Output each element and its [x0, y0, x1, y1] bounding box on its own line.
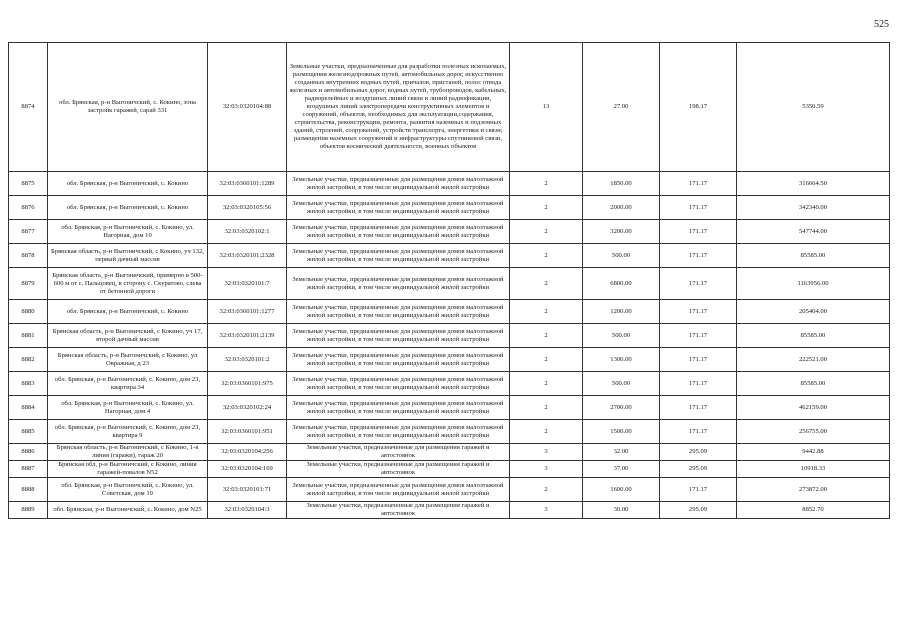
area-cell: 1300.00 [583, 348, 660, 372]
use-group-code-cell: 2 [510, 244, 583, 268]
page-number: 525 [874, 19, 889, 30]
address-cell: Брянская область, р-н Выгоничский, с Кокино, уч 17, второй дачный массив [48, 324, 208, 348]
cadastral-value-cell: 8852.70 [737, 502, 890, 519]
specific-value-cell: 171.17 [660, 172, 737, 196]
permitted-use-cell: Земельные участки, предназначенные для размещения домов малоэтажной жилой застройки, в том числе индивидуальной жилой застройки [287, 372, 510, 396]
cadastral-number-cell: 32:03:0320101:2139 [208, 324, 287, 348]
specific-value-cell: 171.17 [660, 196, 737, 220]
cadastral-value-cell: 85585.00 [737, 244, 890, 268]
table-row [9, 461, 890, 478]
table-row [9, 502, 890, 519]
row-number-cell: 8874 [9, 43, 48, 172]
row-number-cell: 8879 [9, 268, 48, 300]
use-group-code-cell: 2 [510, 172, 583, 196]
permitted-use-cell: Земельные участки, предназначенные для размещения домов малоэтажной жилой застройки, в том числе индивидуальной жилой застройки [287, 220, 510, 244]
specific-value-cell: 171.17 [660, 324, 737, 348]
row-number-cell: 8881 [9, 324, 48, 348]
cadastral-number-cell: 32:03:0360101:975 [208, 372, 287, 396]
cadastral-number-cell: 32:03:0320101:2 [208, 348, 287, 372]
address-cell: Брянская область, р-н Выгоничский, с Кокино, 1-я линия (гаражи), гараж 20 [48, 444, 208, 461]
permitted-use-cell: Земельные участки, предназначенные для размещения домов малоэтажной жилой застройки, в том числе индивидуальной жилой застройки [287, 396, 510, 420]
permitted-use-cell: Земельные участки, предназначенные для размещения домов малоэтажной жилой застройки, в том числе индивидуальной жилой застройки [287, 300, 510, 324]
use-group-code-cell: 2 [510, 420, 583, 444]
address-cell: Брянская область, р-н Выгоничский, с Кокино, ул Овражная, д 23 [48, 348, 208, 372]
area-cell: 32.00 [583, 444, 660, 461]
row-number-cell: 8883 [9, 372, 48, 396]
cadastral-value-cell: 85585.00 [737, 324, 890, 348]
use-group-code-cell: 2 [510, 372, 583, 396]
permitted-use-cell: Земельные участки, предназначенные для размещения гаражей и автостоянок [287, 461, 510, 478]
cadastral-value-cell: 222521.00 [737, 348, 890, 372]
specific-value-cell: 295.09 [660, 502, 737, 519]
address-cell: обл. Брянская, р-н Выгоничский, с. Кокино, ул. Нагорная, дом 4 [48, 396, 208, 420]
cadastral-number-cell: 32:03:0360101:1289 [208, 172, 287, 196]
row-number-cell: 8884 [9, 396, 48, 420]
cadastral-value-cell: 547744.00 [737, 220, 890, 244]
specific-value-cell: 171.17 [660, 396, 737, 420]
address-cell: обл. Брянская, р-н Выгоничский, с. Кокино, ул. Советская, дом 19 [48, 478, 208, 502]
specific-value-cell: 171.17 [660, 244, 737, 268]
row-number-cell: 8882 [9, 348, 48, 372]
area-cell: 1500.00 [583, 420, 660, 444]
cadastral-number-cell: 32:03:0320104:169 [208, 461, 287, 478]
area-cell: 500.00 [583, 372, 660, 396]
permitted-use-cell: Земельные участки, предназначенные для размещения домов малоэтажной жилой застройки, в том числе индивидуальной жилой застройки [287, 348, 510, 372]
use-group-code-cell: 2 [510, 196, 583, 220]
row-number-cell: 8878 [9, 244, 48, 268]
use-group-code-cell: 2 [510, 268, 583, 300]
use-group-code-cell: 2 [510, 396, 583, 420]
specific-value-cell: 295.09 [660, 444, 737, 461]
address-cell: обл. Брянская, р-н Выгоничский, с. Кокино, зона застройк гаражей, сарай 331 [48, 43, 208, 172]
cadastral-value-cell: 342340.00 [737, 196, 890, 220]
area-cell: 1600.00 [583, 478, 660, 502]
table-row [9, 348, 890, 372]
table-row [9, 268, 890, 300]
cadastral-number-cell: 32:03:0320101:7 [208, 268, 287, 300]
permitted-use-cell: Земельные участки, предназначенные для размещения домов малоэтажной жилой застройки, в том числе индивидуальной жилой застройки [287, 172, 510, 196]
table-body [9, 43, 890, 519]
cadastral-number-cell: 32:03:0320101:2328 [208, 244, 287, 268]
specific-value-cell: 171.17 [660, 220, 737, 244]
cadastral-number-cell: 32:03:0320102:1 [208, 220, 287, 244]
row-number-cell: 8889 [9, 502, 48, 519]
use-group-code-cell: 3 [510, 502, 583, 519]
address-cell: обл. Брянская, р-н Выгоничский, с. Кокино [48, 172, 208, 196]
cadastral-number-cell: 32:03:0320102:24 [208, 396, 287, 420]
row-number-cell: 8877 [9, 220, 48, 244]
cadastral-value-cell: 273872.00 [737, 478, 890, 502]
area-cell: 37.00 [583, 461, 660, 478]
area-cell: 6800.00 [583, 268, 660, 300]
area-cell: 2700.00 [583, 396, 660, 420]
row-number-cell: 8875 [9, 172, 48, 196]
use-group-code-cell: 3 [510, 461, 583, 478]
specific-value-cell: 171.17 [660, 348, 737, 372]
address-cell: Брянская область, р-н Выгоничский, с Кокино, уч 132, первый дачный массив [48, 244, 208, 268]
specific-value-cell: 171.17 [660, 300, 737, 324]
specific-value-cell: 171.17 [660, 372, 737, 396]
address-cell: обл. Брянская, р-н Выгоничский, с. Кокино, дом 23, квартира 34 [48, 372, 208, 396]
row-number-cell: 8885 [9, 420, 48, 444]
use-group-code-cell: 3 [510, 444, 583, 461]
use-group-code-cell: 2 [510, 324, 583, 348]
cadastral-number-cell: 32:03:0320104:256 [208, 444, 287, 461]
table-row [9, 396, 890, 420]
area-cell: 27.00 [583, 43, 660, 172]
cadastral-value-cell: 256755.00 [737, 420, 890, 444]
cadastral-number-cell: 32:03:0360101:951 [208, 420, 287, 444]
area-cell: 1850.00 [583, 172, 660, 196]
row-number-cell: 8880 [9, 300, 48, 324]
cadastral-number-cell: 32:03:0320105:56 [208, 196, 287, 220]
specific-value-cell: 198.17 [660, 43, 737, 172]
area-cell: 2000.00 [583, 196, 660, 220]
area-cell: 3200.00 [583, 220, 660, 244]
cadastral-value-cell: 5350.59 [737, 43, 890, 172]
address-cell: обл. Брянская, р-н Выгоничский, с. Кокино, дом 23, квартира 9 [48, 420, 208, 444]
table-row [9, 372, 890, 396]
address-cell: Брянская область, р-н Выгоничский, примерно в 500-600 м от с. Пальцовец, в сторону с. Скуратово, слева от бетонной дороги [48, 268, 208, 300]
use-group-code-cell: 2 [510, 348, 583, 372]
table-row [9, 444, 890, 461]
table-row [9, 300, 890, 324]
address-cell: обл. Брянская, р-н Выгоничский, с. Кокино [48, 300, 208, 324]
specific-value-cell: 171.17 [660, 268, 737, 300]
cadastral-number-cell: 32:03:0360101:1277 [208, 300, 287, 324]
cadastral-number-cell: 32:03:0320101:71 [208, 478, 287, 502]
cadastral-value-cell: 316664.50 [737, 172, 890, 196]
permitted-use-cell: Земельные участки, предназначенные для размещения домов малоэтажной жилой застройки, в том числе индивидуальной жилой застройки [287, 196, 510, 220]
cadastral-value-cell: 462159.00 [737, 396, 890, 420]
address-cell: Брянская обл, р-н Выгоничский, с Кокино, линия гаражей-повалов N52 [48, 461, 208, 478]
cadastral-number-cell: 32:03:0320104:3 [208, 502, 287, 519]
table-row [9, 220, 890, 244]
cadastral-value-cell: 1163956.00 [737, 268, 890, 300]
table-row [9, 478, 890, 502]
use-group-code-cell: 2 [510, 220, 583, 244]
cadastral-value-table [8, 42, 890, 519]
specific-value-cell: 171.17 [660, 478, 737, 502]
table-row [9, 324, 890, 348]
row-number-cell: 8886 [9, 444, 48, 461]
cadastral-number-cell: 32:03:0320104:88 [208, 43, 287, 172]
permitted-use-cell: Земельные участки, предназначенные для размещения гаражей и автостоянок [287, 444, 510, 461]
table-row [9, 196, 890, 220]
address-cell: обл. Брянская, р-н Выгоничский, с. Кокино, дом N25 [48, 502, 208, 519]
area-cell: 500.00 [583, 244, 660, 268]
area-cell: 1200.00 [583, 300, 660, 324]
cadastral-value-cell: 205404.00 [737, 300, 890, 324]
permitted-use-cell: Земельные участки, предназначенные для разработки полезных ископаемых, размещения железнодорожных путей, автомобильных дорог, искусственно созданных внутренних водных путей, причалов, пристаней, полос отвода железных и автомобильных дорог, водных путей, трубопроводов, кабельных, радиорелейных и воздушных линий связи и линий радиофикации, воздушных линий электропередачи конструктивных элементов и сооружений, объектов, необходимых для эксплуатации,содержания, строительства, реконструкции, ремонта, развития наземных и подземных зданий, строений, сооружений, устройств транспорта, энергетики и связи; размещения наземных сооружений и инфраструктуры спутниковой связи, объектов космической деятельности, военных объектов [287, 43, 510, 172]
row-number-cell: 8876 [9, 196, 48, 220]
permitted-use-cell: Земельные участки, предназначенные для размещения домов малоэтажной жилой застройки, в том числе индивидуальной жилой застройки [287, 244, 510, 268]
table-row [9, 244, 890, 268]
permitted-use-cell: Земельные участки, предназначенные для размещения домов малоэтажной жилой застройки, в том числе индивидуальной жилой застройки [287, 478, 510, 502]
permitted-use-cell: Земельные участки, предназначенные для размещения гаражей и автостоянок [287, 502, 510, 519]
cadastral-value-cell: 9442.88 [737, 444, 890, 461]
use-group-code-cell: 13 [510, 43, 583, 172]
cadastral-value-cell: 85585.00 [737, 372, 890, 396]
specific-value-cell: 171.17 [660, 420, 737, 444]
specific-value-cell: 295.09 [660, 461, 737, 478]
table-row [9, 43, 890, 172]
area-cell: 30.00 [583, 502, 660, 519]
permitted-use-cell: Земельные участки, предназначенные для размещения домов малоэтажной жилой застройки, в том числе индивидуальной жилой застройки [287, 420, 510, 444]
address-cell: обл. Брянская, р-н Выгоничский, с. Кокино [48, 196, 208, 220]
permitted-use-cell: Земельные участки, предназначенные для размещения домов малоэтажной жилой застройки, в том числе индивидуальной жилой застройки [287, 324, 510, 348]
address-cell: обл. Брянская, р-н Выгоничский, с. Кокино, ул. Нагорная, дом 10 [48, 220, 208, 244]
permitted-use-cell: Земельные участки, предназначенные для размещения домов малоэтажной жилой застройки, в том числе индивидуальной жилой застройки [287, 268, 510, 300]
use-group-code-cell: 2 [510, 300, 583, 324]
row-number-cell: 8887 [9, 461, 48, 478]
table-row [9, 172, 890, 196]
area-cell: 500.00 [583, 324, 660, 348]
table-row [9, 420, 890, 444]
row-number-cell: 8888 [9, 478, 48, 502]
use-group-code-cell: 2 [510, 478, 583, 502]
cadastral-value-cell: 10918.33 [737, 461, 890, 478]
